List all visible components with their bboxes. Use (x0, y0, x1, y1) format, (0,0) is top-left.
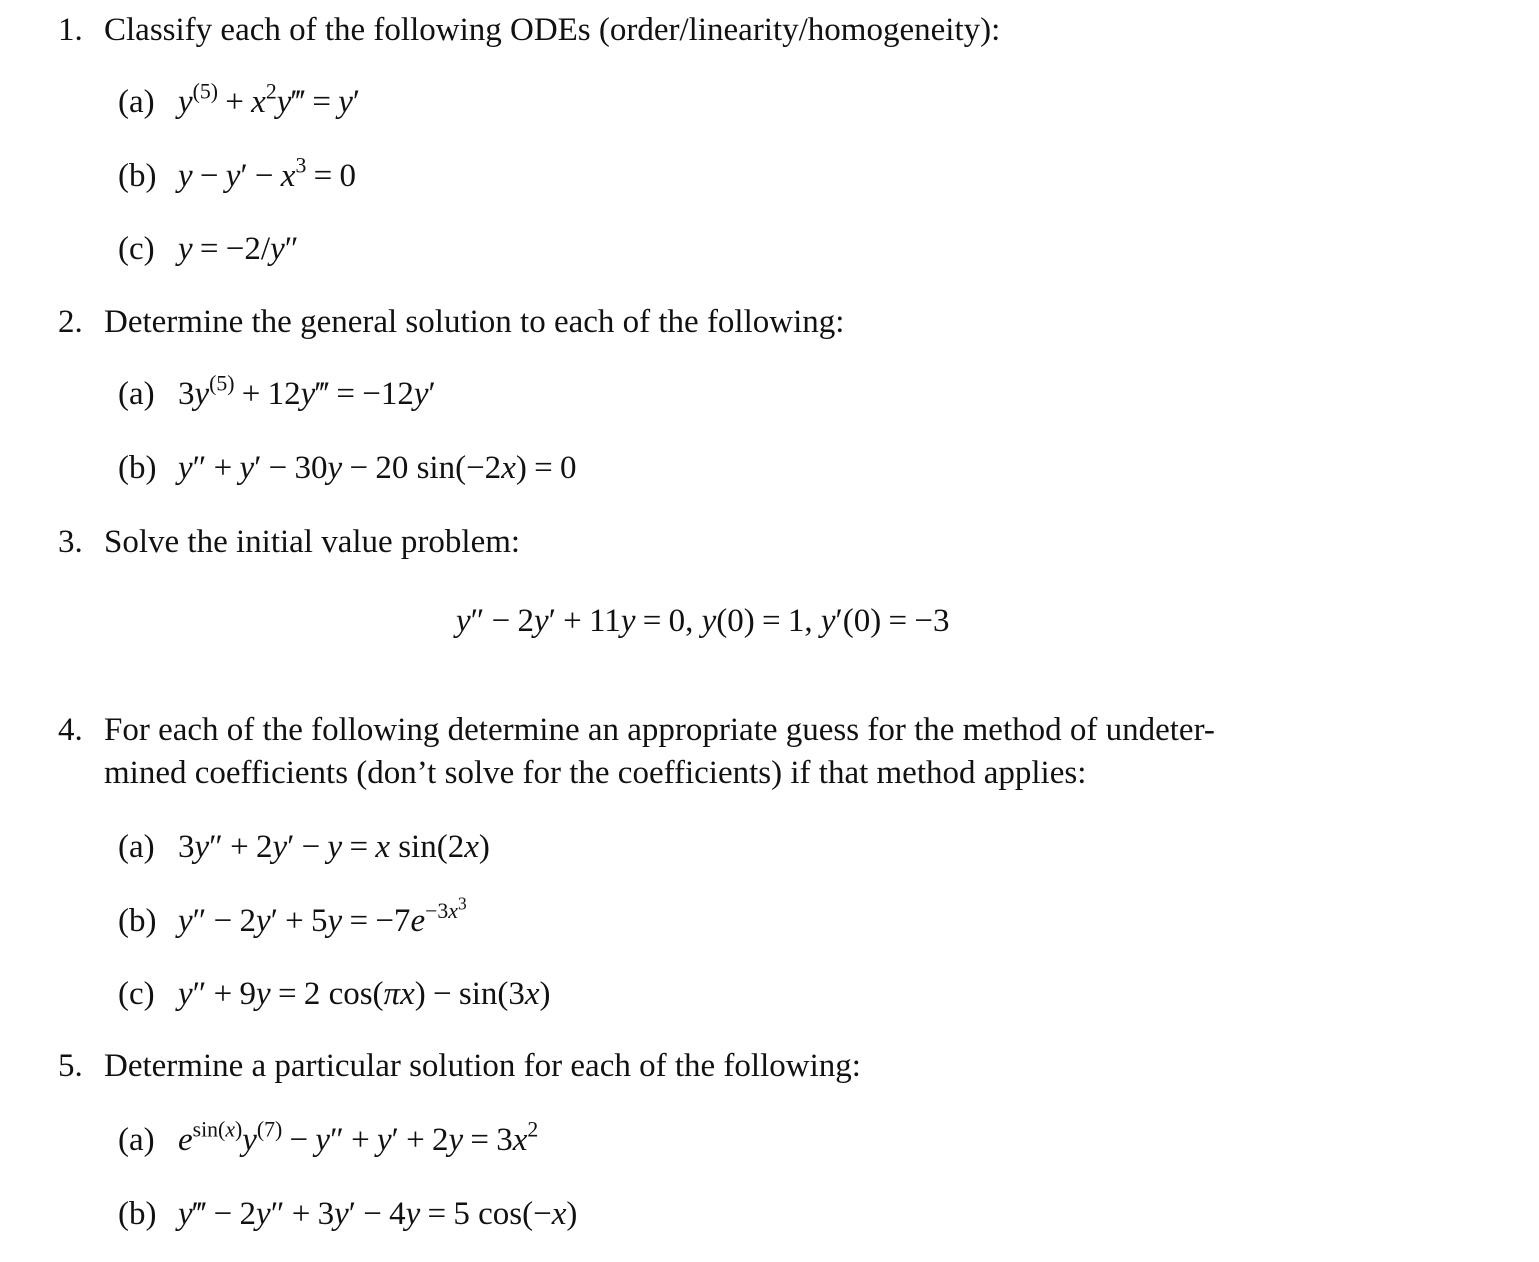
problem-text-line1: For each of the following determine an appropriate guess for the method of undeter- (104, 712, 1215, 748)
problem-4a (118, 831, 490, 864)
problem-number: 4. (58, 712, 83, 748)
problem-4b (118, 893, 467, 940)
problem-5-heading (58, 1050, 861, 1083)
part-label: (a) (118, 376, 155, 412)
part-label: (b) (118, 903, 157, 940)
problem-number: 3. (58, 524, 83, 560)
part-label: (b) (118, 158, 157, 194)
problem-2a (118, 371, 436, 412)
part-label: (c) (118, 976, 155, 1012)
part-label: (a) (118, 1122, 155, 1158)
part-label: (a) (118, 84, 155, 120)
equation: y‴ − 2y″ + 3y′ − 4y = 5 cos(−x) (178, 1196, 578, 1232)
part-label: (c) (118, 231, 155, 267)
problem-2b (118, 452, 576, 485)
problem-1c (118, 233, 298, 266)
equation: y″ + y′ − 30y − 20 sin(−2x) = 0 (178, 450, 577, 486)
equation: $3y^{(5)}$ + 12y‴ = −12y′ (178, 371, 436, 412)
problem-text: Classify each of the following ODEs (order/linearity/homogeneity): (104, 12, 1001, 48)
equation: $e^{sin(x)}y^{(7)} - y'' + y' + 2y = 3x^2$ (178, 1117, 539, 1158)
problem-1a (118, 79, 361, 120)
problem-1-heading (58, 14, 1000, 47)
problem-number: 2. (58, 304, 83, 340)
part-label: (b) (118, 450, 157, 486)
problem-3-heading (58, 526, 520, 559)
problem-number: 5. (58, 1048, 83, 1084)
problem-3-equation: y″ − 2y′ + 11y = 0, y(0) = 1, y′(0) = −3 (456, 603, 950, 639)
equation: y″ + 9y = 2 cos(πx) − sin(3x) (178, 976, 551, 1012)
equation: $y'' - 2y' + 5y = -7e^{-3x^3}$ (178, 893, 467, 940)
problem-text: Solve the initial value problem: (104, 524, 521, 560)
part-label: (b) (118, 1196, 157, 1232)
problem-number: 1. (58, 12, 83, 48)
problem-4-heading-cont (104, 757, 1086, 790)
equation: $y^{(5)}$ + $x^2y‴ = y'$ (178, 79, 361, 120)
problem-text: Determine the general solution to each of the following: (104, 304, 845, 340)
problem-1b (118, 153, 356, 194)
problem-5a (118, 1117, 539, 1158)
equation: 3y″ + 2y′ − y = x sin(2x) (178, 829, 490, 865)
problem-5b (118, 1198, 577, 1231)
equation: y = −2/y″ (178, 231, 299, 267)
equation: $y - y' - x^3 = 0$ (178, 153, 356, 194)
problem-2-heading (58, 306, 844, 339)
problem-4c (118, 978, 551, 1011)
problem-4-heading (58, 714, 1215, 747)
problem-text: Determine a particular solution for each of the following: (104, 1048, 861, 1084)
part-label: (a) (118, 829, 155, 865)
problem-text-line2: mined coefficients (don’t solve for the coefficients) if that method applies: (104, 755, 1087, 791)
